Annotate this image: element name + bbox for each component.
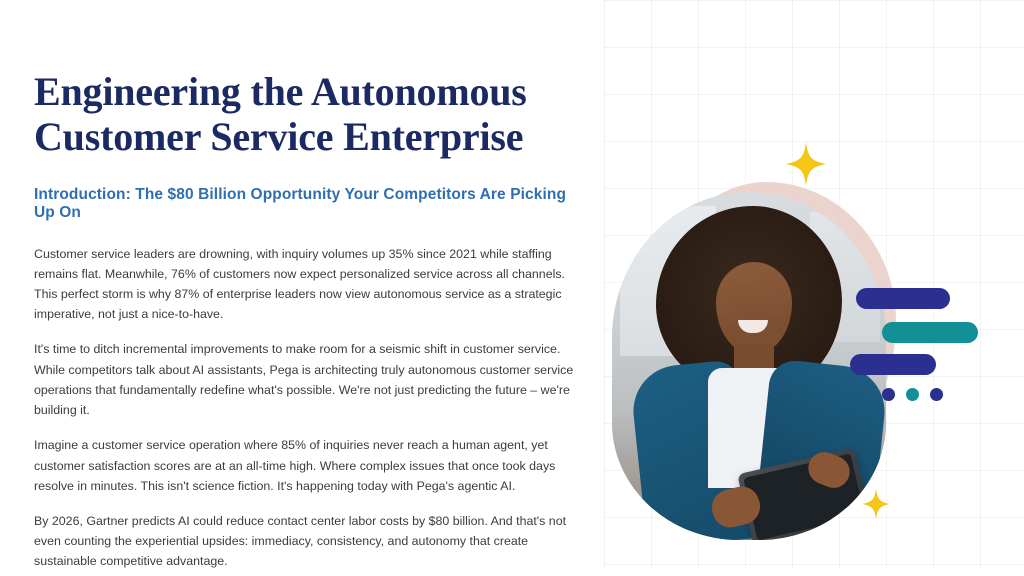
body-paragraph-4: By 2026, Gartner predicts AI could reduce contact center labor costs by $80 billion. And that's not even counting the experiential upsides: immediacy, consistency, and autonomy that create sustainable competitive advantage. (34, 514, 567, 569)
decorative-dot-teal (906, 388, 919, 401)
decorative-bar-teal (882, 322, 978, 343)
slide-subtitle: Introduction: The $80 Billion Opportunity Your Competitors Are Picking Up On (34, 185, 567, 221)
body-paragraph-2: It's time to ditch incremental improvements to make room for a seismic shift in customer service. While competitors talk about AI assistants, Pega is architecting truly autonomous customer service operations that fundamentally redefine what's possible. We're not just predicting the future – we're building it. (34, 342, 574, 418)
sparkle-icon-top (786, 142, 826, 186)
body-paragraph-3: Imagine a customer service operation where 85% of inquiries never reach a human agent, yet customer satisfaction scores are at an all-time high. Where complex issues that once took days resolve in minutes. This isn't science fiction. It's happening today with Pega's agentic AI. (34, 438, 556, 493)
body-paragraph-1: Customer service leaders are drowning, with inquiry volumes up 35% since 2021 while staffing remains flat. Meanwhile, 76% of customers now expect personalized service across all channels. This perfect storm is why 87% of enterprise leaders now view autonomous service as a strategic imperative, not just a nice-to-have. (34, 246, 565, 322)
hero-photo (612, 192, 886, 540)
decorative-bar-navy-bottom (850, 354, 936, 375)
slide-title: Engineering the Autonomous Customer Service Enterprise (34, 69, 527, 159)
text-content-column (34, 70, 590, 572)
illustration-area (594, 0, 1024, 576)
decorative-dot-navy-1 (882, 388, 895, 401)
decorative-dot-navy-2 (930, 388, 943, 401)
sparkle-icon-bottom (862, 488, 890, 520)
decorative-bar-navy-top (856, 288, 950, 309)
bottom-margin-band (0, 568, 1024, 576)
